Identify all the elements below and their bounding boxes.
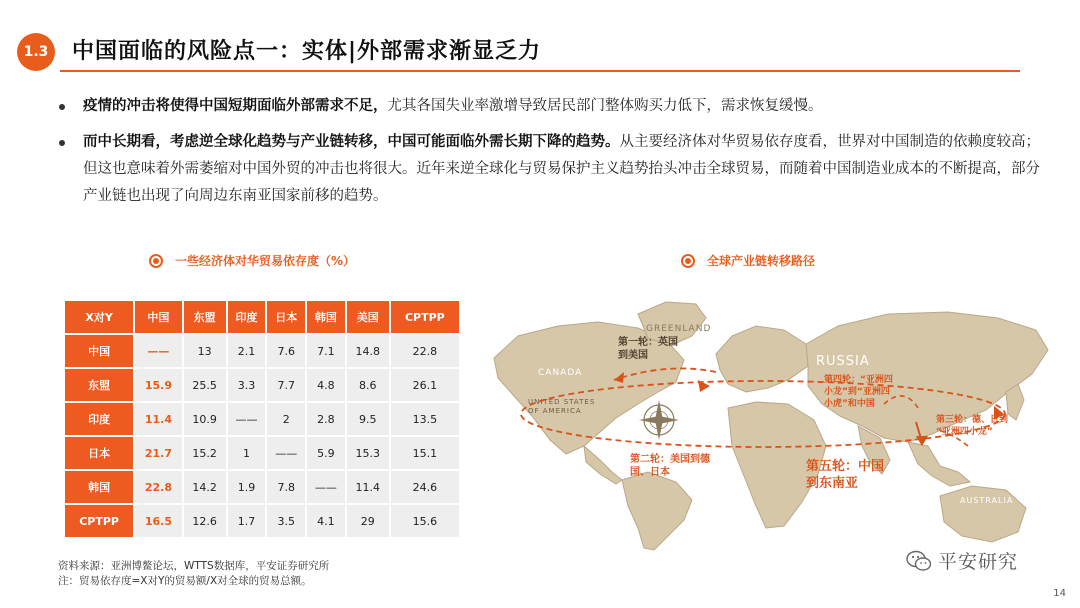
table-cell: 13 xyxy=(184,335,226,367)
geo-label-usa: UNITED STATES OF AMERICA xyxy=(528,398,596,415)
table-cell: 24.6 xyxy=(391,471,459,503)
route-label-line: 国、日本 xyxy=(630,467,670,478)
table-cell: 1.9 xyxy=(228,471,266,503)
dependency-table xyxy=(63,299,461,539)
page-title: 中国面临的风险点一：实体|外部需求渐显乏力 xyxy=(72,39,542,64)
table-cell: 3.3 xyxy=(228,369,266,401)
world-map xyxy=(488,296,1064,552)
page-number: 14 xyxy=(1053,588,1066,599)
route-label-line: 小虎”和中国 xyxy=(824,399,875,409)
definition-note: 注：贸易依存度=X对Y的贸易额/X对全球的贸易总额。 xyxy=(58,575,312,587)
row-head: 日本 xyxy=(65,437,133,469)
footnotes xyxy=(58,559,329,589)
table-cell: 11.4 xyxy=(347,471,389,503)
route-label-round-5 xyxy=(806,458,884,492)
bullet-1-text: 尤其各国失业率激增导致居民部门整体购买力低下，需求恢复缓慢。 xyxy=(387,98,823,114)
row-head: 印度 xyxy=(65,403,133,435)
table-title-text: 一些经济体对华贸易依存度（%） xyxy=(175,254,356,268)
table-cell: —— xyxy=(267,437,305,469)
route-label-line: 第一轮：英国 xyxy=(618,337,678,348)
bullet-list xyxy=(55,93,1045,219)
row-head: 东盟 xyxy=(65,369,133,401)
table-cell: 13.5 xyxy=(391,403,459,435)
table-cell: 15.6 xyxy=(391,505,459,537)
header-cell: 韩国 xyxy=(307,301,345,333)
row-head: 韩国 xyxy=(65,471,133,503)
table-cell: 26.1 xyxy=(391,369,459,401)
bullet-2-text: 从主要经济体对华贸易依存度看，世界对中国制造的依赖度较高；但这也意味着外需萎缩对中国外贸的冲击也将很大。近年来逆全球化与贸易保护主义趋势抬头冲击全球贸易，而随着中国制造业成本的不断提高，部分产业链也出现了向周边东南亚国家前移的趋势。 xyxy=(83,134,1040,204)
table-cell: 12.6 xyxy=(184,505,226,537)
table-cell: 15.3 xyxy=(347,437,389,469)
route-label-line: 小龙”到“亚洲四 xyxy=(824,387,890,397)
table-cell: —— xyxy=(135,335,182,367)
table-row xyxy=(65,403,459,435)
target-icon xyxy=(149,254,163,268)
table-cell: 2.1 xyxy=(228,335,266,367)
table-cell: 1 xyxy=(228,437,266,469)
row-head: 中国 xyxy=(65,335,133,367)
table-row xyxy=(65,505,459,537)
table-cell: 15.9 xyxy=(135,369,182,401)
header-cell: 美国 xyxy=(347,301,389,333)
bullet-1-bold: 疫情的冲击将使得中国短期面临外部需求不足， xyxy=(83,98,388,114)
table-cell: 4.1 xyxy=(307,505,345,537)
table-cell: 22.8 xyxy=(135,471,182,503)
compass-rose-icon xyxy=(639,400,679,440)
table-cell: 7.8 xyxy=(267,471,305,503)
geo-label-canada: CANADA xyxy=(538,368,583,378)
geo-label-australia: AUSTRALIA xyxy=(960,496,1014,505)
table-cell: 5.9 xyxy=(307,437,345,469)
route-label-line: 到东南亚 xyxy=(806,476,859,491)
table-cell: 9.5 xyxy=(347,403,389,435)
route-label-round-1 xyxy=(618,336,678,362)
bullet-dot-icon xyxy=(59,140,65,146)
route-label-line: 第四轮：“亚洲四 xyxy=(824,375,893,385)
wechat-icon xyxy=(906,550,932,572)
route-label-line: 到美国 xyxy=(618,350,648,361)
table-cell: 10.9 xyxy=(184,403,226,435)
table-cell: 2.8 xyxy=(307,403,345,435)
table-cell: 14.2 xyxy=(184,471,226,503)
brand-name: 平安研究 xyxy=(938,551,1019,573)
table-cell: 21.7 xyxy=(135,437,182,469)
bullet-dot-icon xyxy=(59,104,65,110)
geo-label-russia: RUSSIA xyxy=(816,354,870,369)
header-cell: 日本 xyxy=(267,301,305,333)
table-cell: 15.1 xyxy=(391,437,459,469)
header-cell: 印度 xyxy=(228,301,266,333)
bullet-2-bold: 而中长期看，考虑逆全球化趋势与产业链转移，中国可能面临外需长期下降的趋势。 xyxy=(83,134,620,150)
source-note: 资料来源：亚洲博鳌论坛，WTTS数据库，平安证券研究所 xyxy=(58,560,330,572)
table-cell: 14.8 xyxy=(347,335,389,367)
brand-watermark xyxy=(906,547,1018,574)
route-label-round-4 xyxy=(824,374,893,410)
table-row xyxy=(65,471,459,503)
table-cell: 7.6 xyxy=(267,335,305,367)
header-cell: 中国 xyxy=(135,301,182,333)
route-label-round-3 xyxy=(936,414,1008,438)
table-cell: 3.5 xyxy=(267,505,305,537)
title-divider xyxy=(60,70,1020,72)
table-row xyxy=(65,437,459,469)
table-cell: 22.8 xyxy=(391,335,459,367)
route-label-line: 第五轮：中国 xyxy=(806,459,885,474)
header-cell: 东盟 xyxy=(184,301,226,333)
table-cell: —— xyxy=(307,471,345,503)
landmass-australia xyxy=(940,486,1026,542)
header-cell: CPTPP xyxy=(391,301,459,333)
bullet-item-1 xyxy=(55,93,1045,120)
table-cell: —— xyxy=(228,403,266,435)
table-cell: 15.2 xyxy=(184,437,226,469)
table-row xyxy=(65,369,459,401)
landmass-central-america xyxy=(584,446,622,484)
table-cell: 7.1 xyxy=(307,335,345,367)
route-label-round-2 xyxy=(630,453,710,479)
table-cell: 4.8 xyxy=(307,369,345,401)
landmass-south-america xyxy=(622,472,692,550)
map-title xyxy=(681,252,815,269)
section-number-badge: 1.3 xyxy=(17,33,55,71)
bullet-item-2 xyxy=(55,129,1045,210)
table-cell: 7.7 xyxy=(267,369,305,401)
table-cell: 29 xyxy=(347,505,389,537)
table-cell: 2 xyxy=(267,403,305,435)
row-head: CPTPP xyxy=(65,505,133,537)
table-row xyxy=(65,335,459,367)
table-cell: 1.7 xyxy=(228,505,266,537)
table-cell: 16.5 xyxy=(135,505,182,537)
header-cell: X对Y xyxy=(65,301,133,333)
table-cell: 8.6 xyxy=(347,369,389,401)
table-title xyxy=(149,252,355,269)
table-cell: 11.4 xyxy=(135,403,182,435)
map-title-text: 全球产业链转移路径 xyxy=(707,254,816,268)
route-label-line: “亚洲四小龙” xyxy=(936,427,993,437)
route-label-line: 第二轮：美国到德 xyxy=(630,454,710,465)
geo-label-greenland: GREENLAND xyxy=(646,324,712,334)
landmass-southeast-asia xyxy=(908,442,970,486)
table-cell: 25.5 xyxy=(184,369,226,401)
table-header-row xyxy=(65,301,459,333)
target-icon xyxy=(681,254,695,268)
route-label-line: 第三轮：德、日到 xyxy=(936,415,1009,425)
